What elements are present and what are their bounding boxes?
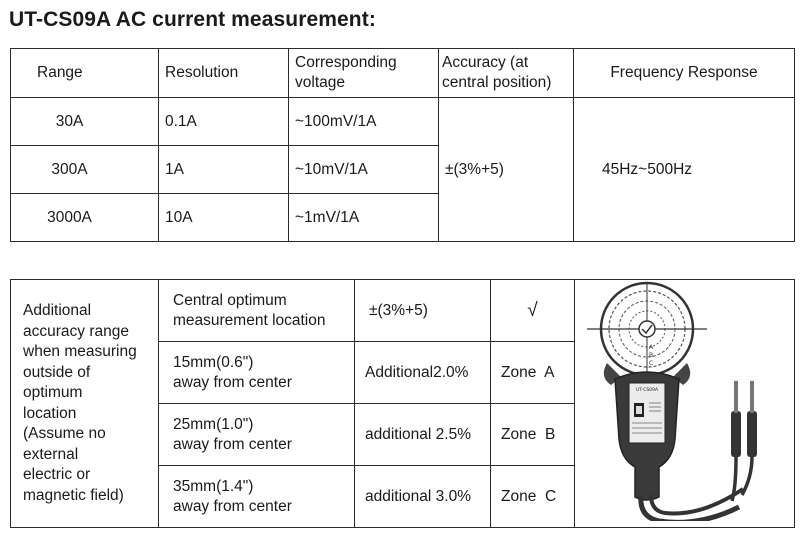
clamp-meter-illustration <box>575 280 795 528</box>
cell-range: 300A <box>11 146 159 194</box>
table-row <box>11 280 795 342</box>
table-row <box>11 98 795 146</box>
label-line: optimum <box>23 384 83 401</box>
cell-frequency: 45Hz~500Hz <box>574 98 795 242</box>
header-accuracy-line1: Accuracy (at <box>442 54 529 71</box>
header-accuracy-line2: central position) <box>442 74 552 91</box>
clamp-meter-icon <box>585 281 785 521</box>
label-line: when measuring <box>23 343 137 360</box>
cell-range: 30A <box>11 98 159 146</box>
cell-location <box>159 342 355 404</box>
cell-value: additional 3.0% <box>355 466 491 528</box>
label-line: external <box>23 445 79 463</box>
header-voltage-line2: voltage <box>295 74 345 91</box>
label-line: (Assume no <box>23 425 106 442</box>
cell-zone: Zone A <box>491 342 575 404</box>
cell-range: 3000A <box>11 194 159 242</box>
header-voltage <box>289 49 439 98</box>
table-header-row <box>11 49 795 98</box>
label-line: magnetic field) <box>23 486 124 504</box>
cell-accuracy: ±(3%+5) <box>439 98 574 242</box>
zone-letter-a: A <box>648 343 653 351</box>
cell-voltage: ~10mV/1A <box>289 146 439 194</box>
cell-resolution: 10A <box>159 194 289 242</box>
label-line: Additional <box>23 302 92 319</box>
cell-resolution: 0.1A <box>159 98 289 146</box>
specification-table <box>10 48 795 242</box>
cell-zone: Zone C <box>491 466 575 528</box>
page-title: UT-CS09A AC current measurement: <box>9 8 376 31</box>
location-line1: Central optimum <box>173 291 287 309</box>
location-line1: 25mm(1.0") <box>173 415 254 433</box>
cell-value: ±(3%+5) <box>355 280 491 342</box>
accuracy-range-table <box>10 279 795 528</box>
cell-resolution: 1A <box>159 146 289 194</box>
cell-value: additional 2.5% <box>355 404 491 466</box>
location-line2: away from center <box>173 373 292 391</box>
location-line2: away from center <box>173 497 292 515</box>
cell-zone: Zone B <box>491 404 575 466</box>
zone-letter-c: C <box>648 359 653 367</box>
label-line: accuracy range <box>23 322 129 340</box>
cell-location <box>159 466 355 528</box>
header-range: Range <box>11 49 159 98</box>
zone-letter-b: B <box>648 351 653 359</box>
header-voltage-line1: Corresponding <box>295 54 397 71</box>
label-line: electric or <box>23 466 91 483</box>
cell-value: Additional2.0% <box>355 342 491 404</box>
location-line2: away from center <box>173 435 292 453</box>
location-line1: 15mm(0.6") <box>173 353 254 371</box>
header-accuracy <box>439 49 574 98</box>
location-line2: measurement location <box>173 311 326 329</box>
cell-voltage: ~100mV/1A <box>289 98 439 146</box>
location-line1: 35mm(1.4") <box>173 477 254 495</box>
header-resolution: Resolution <box>159 49 289 98</box>
header-frequency: Frequency Response <box>574 49 795 98</box>
additional-accuracy-label <box>11 280 159 528</box>
cell-location <box>159 404 355 466</box>
meter-model-label: UT-CS09A <box>635 387 658 393</box>
check-mark: √ <box>491 280 575 342</box>
cell-location <box>159 280 355 342</box>
label-line: outside of <box>23 363 91 381</box>
cell-voltage: ~1mV/1A <box>289 194 439 242</box>
label-line: location <box>23 404 77 422</box>
